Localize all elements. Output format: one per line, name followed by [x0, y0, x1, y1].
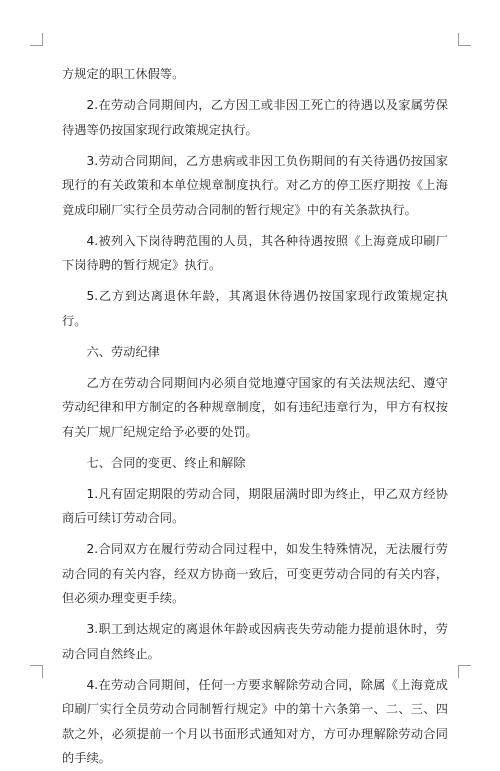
crop-mark-top-right — [458, 33, 471, 46]
paragraph: 乙方在劳动合同期间内必须自觉地遵守国家的有关法规法纪、遵守劳动纪律和甲方制定的各种规章制度，如有违纪违章行为，甲方有权按有关厂规厂纪规定给予必要的处罚。 — [62, 375, 448, 439]
section-heading: 六、劳动纪律 — [86, 344, 160, 359]
document-body — [62, 62, 448, 771]
paragraph: 3.劳动合同期间，乙方患病或非因工负伤期间的有关待遇仍按国家现行的有关政策和本单位规章制度执行。对乙方的停工医疗期按《上海竟成印刷厂实行全员劳动合同制的暂行规定》中的有关条款执行。 — [62, 153, 448, 217]
crop-mark-bottom-left — [30, 665, 43, 678]
paragraph: 5.乙方到达离退休年龄，其离退休待遇仍按国家现行政策规定执行。 — [62, 289, 448, 328]
paragraph: 2.在劳动合同期间内，乙方因工或非因工死亡的待遇以及家属劳保待遇等仍按国家现行政策规定执行。 — [62, 98, 448, 137]
paragraph: 1.凡有固定期限的劳动合同，期限届满时即为终止，甲乙双方经协商后可续订劳动合同。 — [62, 486, 448, 525]
section-heading: 七、合同的变更、终止和解除 — [86, 455, 246, 470]
paragraph: 3.职工到达规定的离退休年龄或因病丧失劳动能力提前退休时，劳动合同自然终止。 — [62, 622, 448, 661]
paragraph: 方规定的职工休假等。 — [62, 67, 185, 81]
crop-mark-bottom-right — [458, 665, 471, 678]
paragraph: 4.在劳动合同期间，任何一方要求解除劳动合同，除属《上海竟成印刷厂实行全员劳动合同制暂行规定》中的第十六条第一、二、三、四款之外，必须提前一个月以书面形式通知对方，方可办理解除劳动合同的手续。 — [62, 677, 448, 765]
paragraph: 4.被列入下岗待聘范围的人员，其各种待遇按照《上海竟成印刷厂下岗待聘的暂行规定》执行。 — [62, 233, 448, 272]
paragraph: 2.合同双方在履行劳动合同过程中，如发生特殊情况，无法履行劳动合同的有关内容，经双方协商一致后，可变更劳动合同的有关内容，但必须办理变更手续。 — [62, 542, 448, 605]
crop-mark-top-left — [30, 33, 43, 46]
